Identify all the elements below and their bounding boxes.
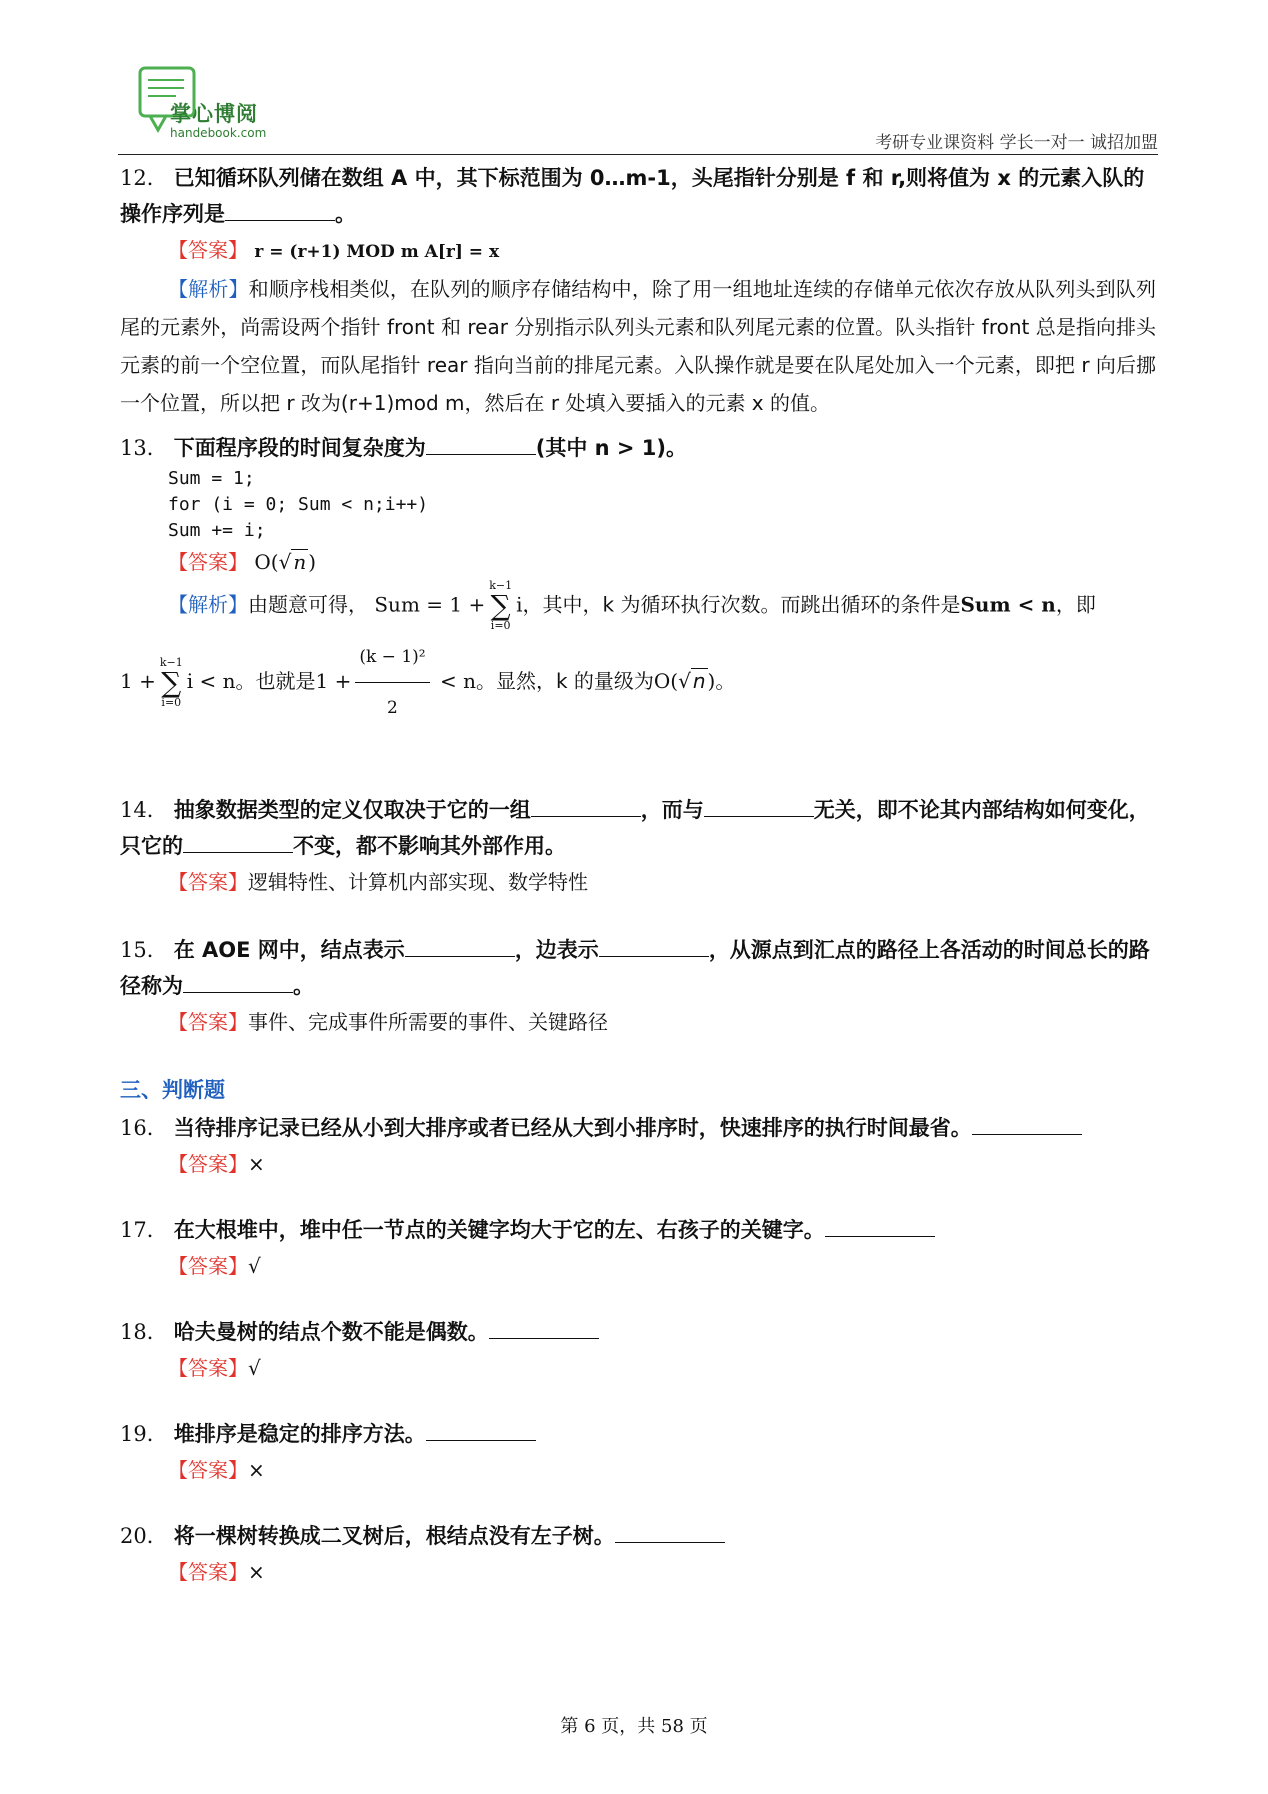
answer-text: 事件、完成事件所需要的事件、关键路径 (248, 1010, 608, 1034)
page-number: 第 6 页，共 58 页 (560, 1716, 708, 1737)
page-header (118, 56, 1158, 156)
explanation-text: ，其中，k 为循环执行次数。而跳出循环的条件是 (522, 592, 961, 617)
answer-tag: 【答案】 (168, 550, 248, 574)
explanation-tag: 【解析】 (168, 277, 249, 301)
answer-text: × (248, 1152, 265, 1176)
explanation-text: 。显然，k 的量级为 (475, 669, 654, 693)
question-text (120, 1416, 1156, 1452)
question-20 (120, 1518, 1156, 1590)
answer-tag: 【答案】 (168, 1254, 248, 1278)
sigma-symbol: k−1 ∑ i=0 (159, 655, 183, 709)
answer-line (168, 864, 1156, 900)
answer-tag: 【答案】 (168, 1152, 248, 1176)
answer-blank (704, 798, 814, 817)
question-stem: 当待排序记录已经从小到大排序或者已经从大到小排序时，快速排序的执行时间最省。 (173, 1116, 972, 1140)
answer-line (168, 1554, 1156, 1590)
question-text (120, 430, 1156, 466)
question-stem: 在 AOE 网中，结点表示 (173, 938, 405, 962)
question-number: 20． (120, 1524, 168, 1548)
answer-line (168, 1004, 1156, 1040)
question-16 (120, 1110, 1156, 1182)
answer-pre: O( (254, 550, 279, 574)
question-text (120, 1212, 1156, 1248)
question-text (120, 1518, 1156, 1554)
answer-blank (183, 974, 293, 993)
answer-line (168, 1248, 1156, 1284)
question-text (120, 160, 1156, 232)
question-stem-end: 。 (335, 202, 356, 226)
answer-tag: 【答案】 (168, 1010, 248, 1034)
question-stem: 已知循环队列储在数组 A 中，其下标范围为 0…m-1，头尾指针分别是 f 和 r,则将值为 x 的元素入队的操作序列是 (120, 166, 1145, 226)
logo-name: 掌心博阅 (170, 102, 258, 126)
question-stem: ，而与 (640, 798, 704, 822)
sigma-var: i (186, 669, 194, 693)
sigma-upper: k−1 (159, 655, 183, 669)
logo-url: handebook.com (170, 126, 267, 140)
question-stem: 。 (293, 974, 314, 998)
formula-radicand: n (692, 669, 706, 693)
question-stem-end: (其中 n > 1)。 (535, 436, 688, 460)
question-stem: ，从源点到汇点的路径上各活动的时间总长的路径称为 (120, 938, 1150, 998)
formula-part: < n (193, 669, 236, 693)
answer-line (168, 1452, 1156, 1488)
section-heading: 三、判断题 (120, 1078, 225, 1102)
answer-line (168, 544, 1156, 580)
answer-tag: 【答案】 (168, 870, 248, 894)
question-stem: 无关，即不论其内部结构如何变化，只它的 (120, 798, 1150, 858)
header-slogan: 考研专业课资料 学长一对一 诚招加盟 (875, 133, 1158, 153)
formula-part: Sum < n (960, 592, 1056, 617)
question-number: 13． (120, 436, 168, 460)
answer-blank (225, 202, 335, 221)
question-17 (120, 1212, 1156, 1284)
question-text (120, 1110, 1156, 1146)
question-12 (120, 160, 1156, 422)
answer-text: √ (248, 1254, 261, 1278)
answer-line (168, 1350, 1156, 1386)
question-stem: 抽象数据类型的定义仅取决于它的一组 (173, 798, 531, 822)
question-stem: 下面程序段的时间复杂度为 (173, 436, 426, 460)
answer-blank (426, 1422, 536, 1441)
header-divider (118, 154, 1158, 155)
explanation (168, 580, 1156, 632)
formula-part: O( (653, 669, 679, 693)
answer-blank (183, 834, 293, 853)
explanation-text: 由题意可得， (248, 592, 368, 617)
question-text (120, 932, 1156, 1004)
explanation-text: 和顺序栈相类似，在队列的顺序存储结构中，除了用一组地址连续的存储单元依次存放从队列头到队列尾的元素外，尚需设两个指针 front 和 rear 分别指示队列头元素和队列尾元素的位置。队头指针 front 总是指向排头元素的前一个空位置，而队尾指针 rear 指向当前的排尾元素。入队操作就是要在队尾处加入一个元素，即把 r 向后挪一个位置，所以把 r 改为(r+1)mod m，然后在 r 处填入要插入的元素 x 的值。 (120, 277, 1157, 415)
sigma-lower: i=0 (490, 619, 511, 632)
sigma-var: i (516, 592, 523, 617)
explanation-cont: 1 + k−1 ∑ i=0 i < n。也就是1 + $\frac{\text{(k − 1)²}}{2}$ < n。显然，k 的量级为O(√ n )。 (120, 632, 1156, 733)
question-number: 17． (120, 1218, 168, 1242)
question-number: 15． (120, 938, 168, 962)
question-stem: 堆排序是稳定的排序方法。 (173, 1422, 426, 1446)
formula-part: Sum = 1 + (374, 592, 486, 617)
answer-text: O(√ n ) (254, 550, 317, 574)
question-number: 16． (120, 1116, 168, 1140)
explanation-tag: 【解析】 (168, 592, 248, 617)
question-text (120, 1314, 1156, 1350)
answer-text: × (248, 1458, 265, 1482)
sigma-upper: k−1 (489, 579, 513, 592)
question-14 (120, 792, 1156, 900)
answer-tag: 【答案】 (168, 1458, 248, 1482)
question-15 (120, 932, 1156, 1040)
answer-blank (599, 938, 709, 957)
fraction-numerator: (k − 1)² (355, 632, 429, 683)
answer-text: √ (248, 1356, 261, 1380)
answer-blank (972, 1116, 1082, 1135)
question-number: 18． (120, 1320, 168, 1344)
question-number: 14． (120, 798, 168, 822)
answer-line (168, 232, 1156, 270)
question-number: 12． (120, 166, 168, 190)
question-number: 19． (120, 1422, 168, 1446)
fraction-denominator: 2 (387, 698, 398, 718)
answer-text: 逻辑特性、计算机内部实现、数学特性 (248, 870, 588, 894)
formula-part: < n (433, 669, 476, 693)
answer-post: ) (308, 550, 317, 574)
sigma-symbol: k−1 ∑ i=0 (489, 579, 513, 632)
code-line: Sum += i; (168, 520, 266, 541)
explanation-text: 。也就是 (235, 669, 316, 693)
sigma-lower: i=0 (161, 695, 182, 709)
question-stem: 将一棵树转换成二叉树后，根结点没有左子树。 (173, 1524, 615, 1548)
question-stem: ，边表示 (514, 938, 599, 962)
code-line: Sum = 1; (168, 468, 255, 489)
answer-blank (489, 1320, 599, 1339)
answer-tag: 【答案】 (168, 1560, 248, 1584)
question-stem: 不变，都不影响其外部作用。 (293, 834, 566, 858)
explanation-text: ，即 (1055, 592, 1096, 617)
explanation (120, 270, 1156, 422)
answer-blank (405, 938, 515, 957)
formula-part: ) (707, 669, 716, 693)
answer-text: × (248, 1560, 265, 1584)
formula-part: 1 + (120, 669, 156, 693)
fraction (355, 632, 429, 733)
question-stem: 哈夫曼树的结点个数不能是偶数。 (173, 1320, 489, 1344)
answer-tag: 【答案】 (168, 1356, 248, 1380)
answer-blank (426, 436, 536, 455)
question-19 (120, 1416, 1156, 1488)
answer-line (168, 1146, 1156, 1182)
answer-radicand: n (293, 550, 307, 574)
code-block (168, 466, 1156, 544)
answer-blank (825, 1218, 935, 1237)
explanation-text: 。 (715, 669, 736, 693)
question-13 (120, 430, 1156, 733)
answer-blank (531, 798, 641, 817)
question-text (120, 792, 1156, 864)
code-line: for (i = 0; Sum < n;i++) (168, 494, 429, 515)
formula-part: 1 + (315, 669, 352, 693)
answer-blank (615, 1524, 725, 1543)
answer-tag: 【答案】 (168, 238, 248, 262)
question-stem: 在大根堆中，堆中任一节点的关键字均大于它的左、右孩子的关键字。 (173, 1218, 825, 1242)
question-18 (120, 1314, 1156, 1386)
answer-text: r = (r+1) MOD m A[r] = x (254, 242, 500, 262)
